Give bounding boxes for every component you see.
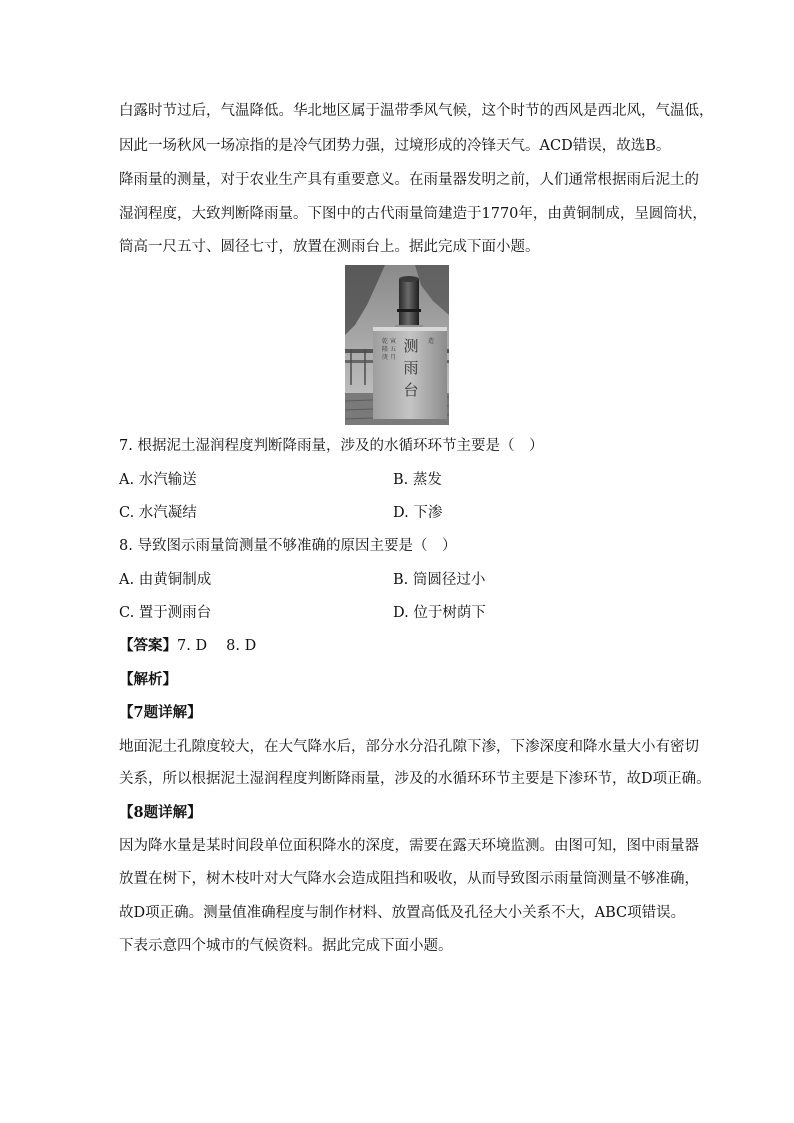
q8-analysis-line: 因为降水量是某时间段单位面积降水的深度，需要在露天环境监测。由图可知，图中雨量器 (119, 838, 699, 854)
question-7-option-a: A. 水汽输送 (119, 472, 197, 488)
q8-analysis-heading: 【8题详解】 (119, 804, 202, 821)
paragraph-line: 湿润程度，大致判断降雨量。下图中的古代雨量筒建造于1770年，由黄铜制成，呈圆筒状， (119, 206, 707, 222)
svg-text:寅: 寅 (389, 338, 397, 345)
analysis-heading: 【解析】 (119, 671, 177, 688)
paragraph-line: 因此一场秋风一场凉指的是冷气团势力强，过境形成的冷锋天气。ACD错误，故选B。 (119, 138, 671, 154)
question-7-option-d: D. 下渗 (393, 505, 443, 521)
question-8-option-d: D. 位于树荫下 (393, 605, 486, 621)
rain-gauge-photo (345, 265, 449, 425)
answer-label: 【答案】 (119, 637, 177, 654)
q7-analysis-heading: 【7题详解】 (119, 704, 202, 721)
q8-analysis-line: 放置在树下，树木枝叶对大气降水会造成阻挡和吸收，从而导致图示雨量筒测量不够准确， (119, 871, 699, 887)
svg-text:乾: 乾 (381, 338, 389, 345)
svg-text:月: 月 (389, 354, 397, 361)
question-8-option-c: C. 置于测雨台 (119, 605, 212, 621)
question-8-option-b: B. 筒圆径过小 (393, 572, 486, 588)
q7-analysis-line: 关系，所以根据泥土湿润程度判断降雨量，涉及的水循环环节主要是下渗环节，故D项正确。 (119, 771, 711, 787)
question-8-stem: 8. 导致图示雨量筒测量不够准确的原因主要是（ ） (119, 538, 457, 554)
question-7-stem: 7. 根据泥土湿润程度判断降雨量，涉及的水循环环节主要是（ ） (119, 438, 544, 454)
question-8-option-a: A. 由黄铜制成 (119, 572, 212, 588)
stele-character: 测 (403, 337, 419, 355)
answer-text: 7. D 8. D (177, 638, 257, 654)
svg-text:造: 造 (427, 338, 435, 345)
closing-line: 下表示意四个城市的气候资料。据此完成下面小题。 (119, 938, 453, 954)
svg-text:庚: 庚 (381, 354, 389, 361)
question-7-option-b: B. 蒸发 (393, 472, 442, 488)
stele-character: 雨 (403, 359, 419, 377)
q7-analysis-line: 地面泥土孔隙度较大，在大气降水后，部分水分沿孔隙下渗，下渗深度和降水量大小有密切 (119, 739, 699, 755)
paragraph-line: 降雨量的测量，对于农业生产具有重要意义。在雨量器发明之前，人们通常根据雨后泥土的 (119, 172, 699, 188)
stele-character: 台 (403, 381, 419, 399)
paragraph-line: 白露时节过后，气温降低。华北地区属于温带季风气候，这个时节的西风是西北风，气温低， (119, 103, 714, 119)
answer-line (119, 636, 256, 656)
svg-text:五: 五 (389, 346, 397, 353)
question-7-option-c: C. 水汽凝结 (119, 505, 197, 521)
svg-text:隆: 隆 (381, 346, 389, 353)
q8-analysis-line: 故D项正确。测量值准确程度与制作材料、放置高低及孔径大小关系不大，ABC项错误。 (119, 905, 686, 921)
paragraph-line: 筒高一尺五寸、圆径七寸，放置在测雨台上。据此完成下面小题。 (119, 239, 540, 255)
